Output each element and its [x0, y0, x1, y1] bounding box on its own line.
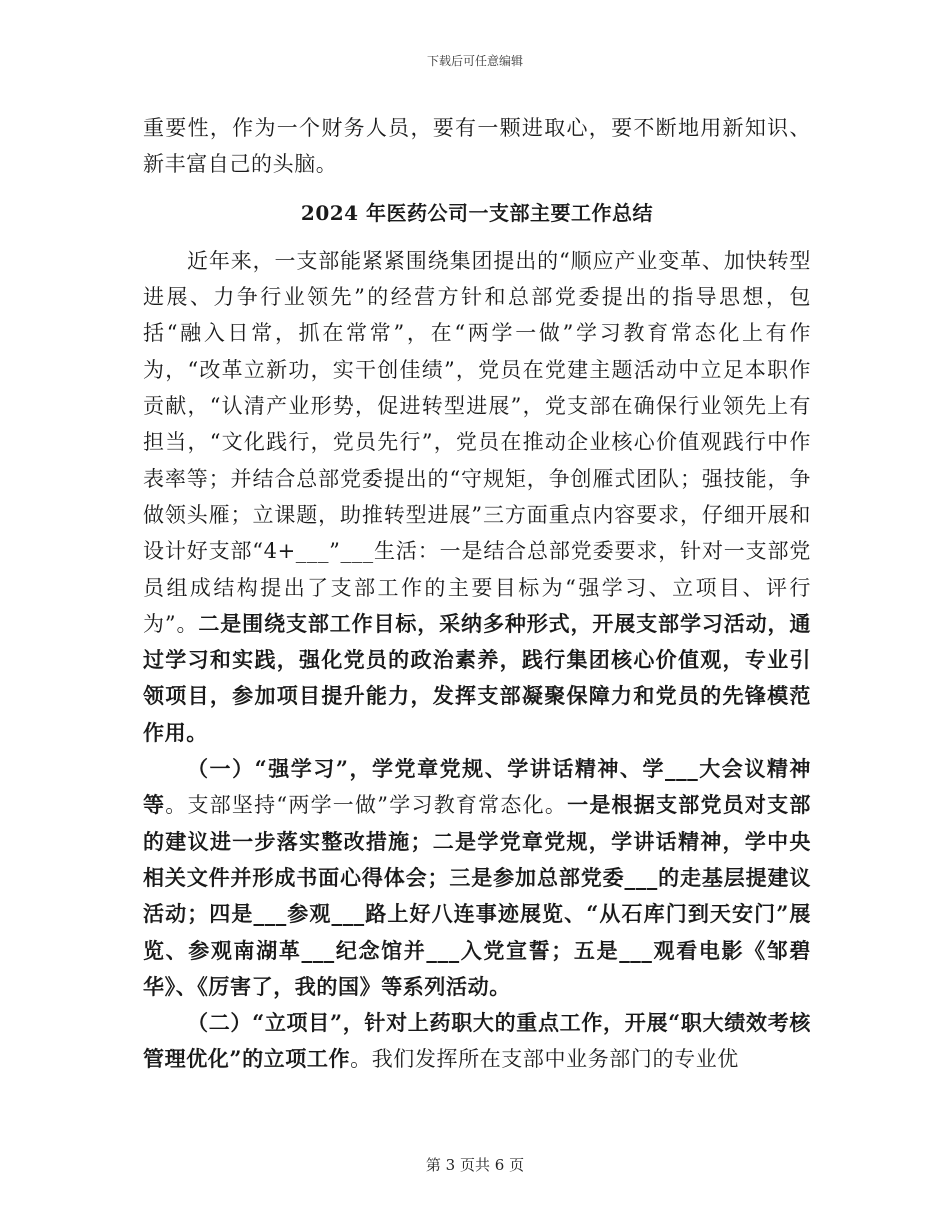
paragraph-overview-text: 近年来，一支部能紧紧围绕集团提出的“顺应产业变革、加快转型进展、力争行业领先”的经营方针和总部党委提出的指导思想，包括“融入日常，抓在常常”，在“两学一做”学习教育常态化上有作为，“改革立新功，实干创佳绩”，党员在党建主题活动中立足本职作贡献，“认清产业形势，促进转型进展”，党支部在确保行业领先上有担当，“文化践行，党员先行”，党员在推动企业核心价值观践行中作表率等；并结合总部党委提出的“守规矩，争创雁式团队；强技能，争做领头雁；立课题，助推转型进展”三方面重点内容要求，仔细开展和设计好支部“4+___”___生活：一是结合总部党委要求，针对一支部党员组成结构提出了支部工作的主要目标为“强学习、立项目、评行为”。 [143, 248, 811, 636]
paragraph-study [143, 751, 811, 1005]
paragraph-study-bold: 一是根据支部党员对支部的建议进一步落实整改措施；二是学党章党规，学讲话精神，学中央相关文件并形成书面心得体会；三是参加总部党委___的走基层提建议活动；四是___参观___路上好八连事迹展览、“从石库门到天安门”展览、参观南湖革___纪念馆并___入党宣誓；五是___观看电影《邹碧华》、《厉害了，我的国》等系列活动。 [143, 792, 811, 999]
paragraph-overview-bold: 二是围绕支部工作目标，采纳多种形式，开展支部学习活动，通过学习和实践，强化党员的政治素养，践行集团核心价值观，专业引领项目，参加项目提升能力，发挥支部凝聚保障力和党员的先锋模范作用。 [143, 610, 811, 745]
paragraph-study-heading: （一）“强学习”，学党章党规、学讲话精神、学___大会议精神等 [143, 756, 811, 818]
intro-paragraph: 重要性，作为一个财务人员，要有一颗进取心，要不断地用新知识、新丰富自己的头脑。 [143, 116, 811, 177]
paragraph-project-heading: （二）“立项目”，针对上药职大的重点工作，开展“职大绩效考核管理优化”的立项工作 [143, 1010, 811, 1072]
paragraph-overview [143, 243, 811, 751]
page-header: 下载后可任意编辑 [426, 54, 523, 68]
page-footer: 第 3 页共 6 页 [425, 1156, 525, 1174]
paragraph-study-text: 。支部坚持“两学一做”学习教育常态化。 [165, 793, 568, 818]
document-body [143, 110, 811, 1078]
paragraph-project [143, 1005, 811, 1078]
paragraph-project-text: 。我们发挥所在支部中业务部门的专业优 [350, 1047, 739, 1072]
document-title: 2024 年医药公司一支部主要工作总结 [300, 200, 654, 225]
